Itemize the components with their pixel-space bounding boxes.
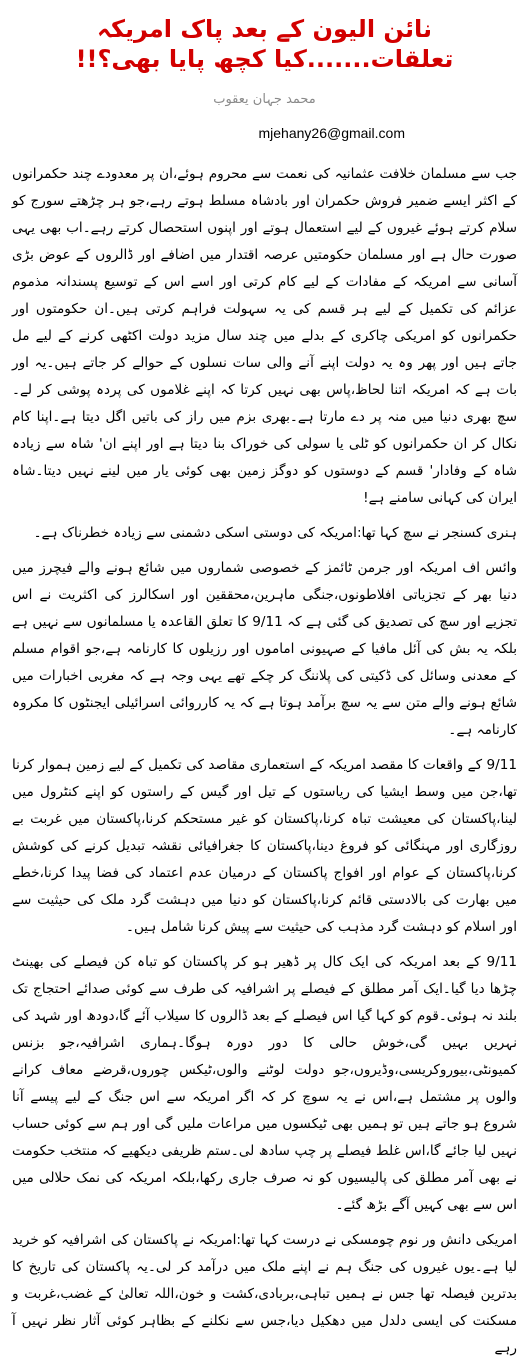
paragraph: ہنری کسنجر نے سچ کہا تھا:امریکہ کی دوستی اسکی دشمنی سے زیادہ خطرناک ہے۔ xyxy=(33,525,517,541)
paragraph: 9/11 کے واقعات کا مقصد امریکہ کے استعماری مقاصد کی تکمیل کے لیے زمین ہموار کرنا تھا،جن میں وسط ایشیا کی ریاستوں کے تیل اور گیس کے راستوں کو اپنے کنٹرول میں لینا،پاکستان کی معیشت تباہ کرنا،پاکستان کو غیر مستحکم کرنا،پاکستان میں غربت بے روزگاری اور مہنگائی کو فروغ دینا،پاکستان کا جغرافیائی نقشہ تبدیل کرنے کی کوشش کرنا،پاکستان کے عوام اور افواج پاکستان کے درمیان عدم اعتماد کی فضا پیدا کرنا،خطے میں بھارت کی بالادستی قائم کرنا،پاکستان کو دنیا میں دہشت گرد ملک کی حیثیت سے اور اسلام کو دہشت گرد مذہب کی حیثیت سے پیش کرنا شامل ہیں۔ xyxy=(12,757,517,935)
article-body xyxy=(12,161,517,1362)
author-name: محمد جہان یعقوب xyxy=(213,92,316,107)
paragraph: 9/11 کے بعد امریکہ کی ایک کال پر ڈھیر ہو کر پاکستان کو تباہ کن فیصلے کی بھینٹ چڑھا دیا گیا۔ایک آمر مطلق کے فیصلے پر اشرافیہ کی طرف سے کوئی صدائے احتجاج تک بلند نہ ہوئی۔قوم کو کہا گیا اس فیصلے کے بعد ڈالروں کا سیلاب آئے گا،دودھ اور شہد کی نہریں بہیں گی،خوش حالی کا دور دورہ ہوگا۔ہماری اشرافیہ،جو بزنس کمیونٹی،بیوروکریسی،وڈیروں،جو دولت لوٹنے والوں،ٹیکس چوروں،قرضے معاف کرانے والوں پر مشتمل ہے،اس نے یہ سوچ کر کہ اگر امریکہ سے اس جنگ کے لیے پیسے آنا شروع ہو جاتے ہیں تو ہمیں بھی ٹیکسوں میں مراعات ملیں گی اور ہم سے کوئی حساب نہیں لیا جائے گا،اس غلط فیصلے پر چپ سادھ لی۔ستم ظریفی دیکھیے کہ منتخب حکومت نے بھی آمر مطلق کی پالیسیوں کو نہ صرف جاری رکھا،بلکہ امریکہ کی نمک حلالی میں اس سے بھی کہیں آگے بڑھ گئے۔ xyxy=(12,954,517,1213)
article-title: نائن الیون کے بعد پاک امریکہ تعلقات.......کیا کچھ پایا بھی؟!! xyxy=(75,15,454,73)
paragraph: امریکی دانش ور نوم چومسکی نے درست کہا تھا:امریکہ نے پاکستان کی اشرافیہ کو خرید لیا ہے۔یوں غیروں کی جنگ ہم نے اپنے ملک میں درآمد کر لی۔یہ پاکستان کی تاریخ کا بدترین فیصلہ تھا جس نے ہمیں تباہی،بربادی،کشت و خون،اللہ تعالیٰ کے غضب،غربت و مسکنت کی ایسی دلدل میں دھکیل دیا،جس سے نکلنے کے بظاہر کوئی آثار نظر نہیں آ رہے xyxy=(12,1232,517,1356)
author-email: mjehany26@gmail.com xyxy=(258,125,405,141)
paragraph: وائس اف امریکہ اور جرمن ٹائمز کے خصوصی شماروں میں شائع ہونے والے فیچرز میں دنیا بھر کے تجزیاتی افلاطونوں،جنگی ماہرین،محققین اور اسکالرز کی اکثریت نے اس تجزیے اور سچ کی تصدیق کی گئی ہے کہ 9/11 کا تعلق القاعدہ یا مسلمانوں سے نہیں ہے بلکہ یہ بش کی آئل مافیا کے صہیونی اماموں اور رزیلوں کا کارنامہ ہے،جو اقوام مسلم کے معدنی وسائل کی ڈکیتی کی پلاننگ کر چکے تھے یہی وجہ ہے کہ مغربی اخبارات میں شائع ہونے والے متن سے یہ سچ برآمد ہوتا ہے کہ یہ کارروائی اسرائیلی ایجنٹوں کا مکروہ کارنامہ ہے۔ xyxy=(12,560,517,738)
paragraph: جب سے مسلمان خلافت عثمانیہ کی نعمت سے محروم ہوئے،ان پر معدودے چند حکمرانوں کے اکثر ایسے ضمیر فروش حکمران اور بادشاہ مسلط ہوتے رہے،جو ہر چڑھتے سورج کو سلام کرتے ہوئے غیروں کے لیے استعمال ہوتے اور اپنوں استحصال کرتے رہے۔اب بھی یہی صورت حال ہے اور مسلمان حکومتیں عرصہ اقتدار میں اضافے اور ڈالروں کے عوض بڑی آسانی سے امریکہ کے مفادات کے لیے کام کرتی اور اسے اس کے توسیع پسندانہ مذموم عزائم کی تکمیل کے لیے ہر قسم کی یہ سہولت فراہم کرتی ہیں۔ان حکومتوں اور حکمرانوں کو امریکی چاکری کے بدلے میں چند سال مزید دولت اکٹھی کرنے کے لیے مل جاتے ہیں اور پھر وہ یہ دولت اپنے آنے والی سات نسلوں کے حوالے کر جاتے ہیں۔یہ اور بات ہے کہ امریکہ اتنا لحاظ،پاس بھی نہیں کرتا کہ اپنے غلاموں کی پردہ پوشی کر لے۔سچ بھری دنیا میں منہ پر دے مارتا ہے۔بھری بزم میں راز کی باتیں اگل دیتا ہے۔اپنا کام نکال کر ان حکمرانوں کو ٹلی یا سولی کی خوراک بنا دیتا ہے اور اپنے ان' شاہ سے زیادہ شاہ کے وفادار' قسم کے دوستوں کو دوگز زمین بھی کوئی یار میں لینے نہیں دیتا۔شاہ ایران کی کہانی سامنے ہے! xyxy=(12,166,517,506)
